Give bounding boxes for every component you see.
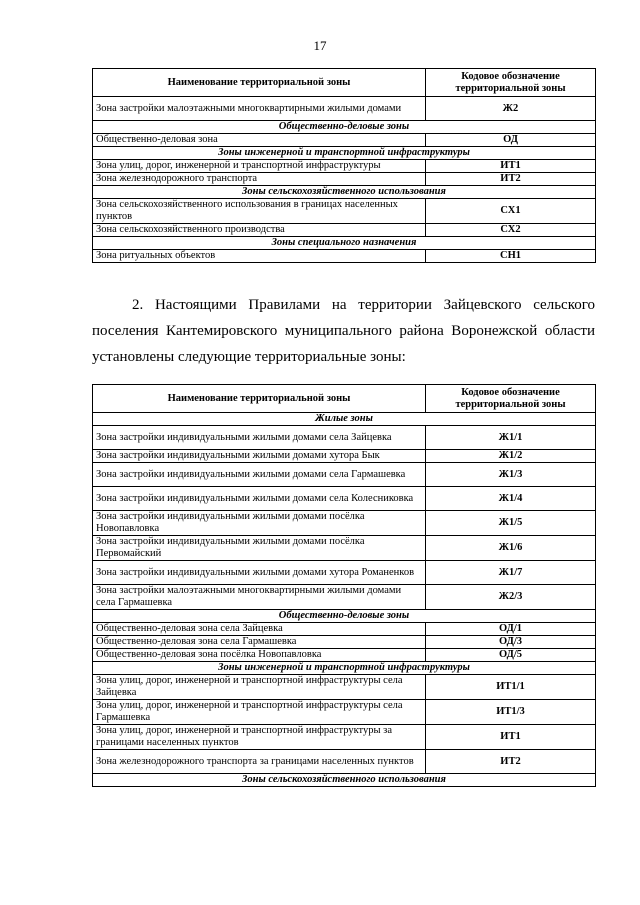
zone-group-title: Зоны сельскохозяйственного использования (93, 186, 596, 199)
zone-group-row (93, 662, 596, 675)
zone-group-row (93, 610, 596, 623)
header-zone-name: Наименование территориальной зоны (93, 69, 426, 97)
zone-group-title: Общественно-деловые зоны (93, 121, 596, 134)
zone-code: Ж1/4 (426, 487, 596, 511)
zone-name: Общественно-деловая зона (93, 134, 426, 147)
table-row (93, 487, 596, 511)
zone-group-row (93, 237, 596, 250)
zone-code: СХ1 (426, 199, 596, 224)
zone-code: Ж2/3 (426, 585, 596, 610)
zone-name: Зона железнодорожного транспорта за границами населенных пунктов (93, 750, 426, 774)
zone-group-title: Зоны сельскохозяйственного использования (93, 774, 596, 787)
zone-code: Ж1/3 (426, 463, 596, 487)
table-row (93, 426, 596, 450)
zones-table-2 (92, 384, 596, 787)
zones-table-1 (92, 68, 596, 263)
zone-group-title: Зоны специального назначения (93, 237, 596, 250)
zone-name: Зона улиц, дорог, инженерной и транспортной инфраструктуры села Зайцевка (93, 675, 426, 700)
zones-table-2-body (93, 413, 596, 787)
table-row (93, 649, 596, 662)
zone-group-title: Зоны инженерной и транспортной инфраструктуры (93, 662, 596, 675)
zones-table-1-body (93, 97, 596, 263)
zone-code: ОД/1 (426, 623, 596, 636)
zone-group-row (93, 121, 596, 134)
zone-code: ИТ2 (426, 173, 596, 186)
zone-name: Общественно-деловая зона села Гармашевка (93, 636, 426, 649)
zone-name: Зона улиц, дорог, инженерной и транспортной инфраструктуры села Гармашевка (93, 700, 426, 725)
zone-name: Общественно-деловая зона посёлка Новопавловка (93, 649, 426, 662)
table-row (93, 725, 596, 750)
zone-name: Зона застройки индивидуальными жилыми домами посёлка Новопавловка (93, 511, 426, 536)
zone-code: Ж1/1 (426, 426, 596, 450)
zone-group-title: Зоны инженерной и транспортной инфраструктуры (93, 147, 596, 160)
table-row (93, 463, 596, 487)
zone-name: Зона застройки индивидуальными жилыми домами хутора Романенков (93, 561, 426, 585)
table-row (93, 450, 596, 463)
zone-group-row (93, 413, 596, 426)
body-paragraph: 2. Настоящими Правилами на территории Зайцевского сельского поселения Кантемировского муниципального района Воронежской области установлены следующие территориальные зоны: (92, 297, 595, 365)
zone-code: ИТ1 (426, 160, 596, 173)
header-zone-code: Кодовое обозначение территориальной зоны (426, 69, 596, 97)
zone-name: Зона улиц, дорог, инженерной и транспортной инфраструктуры за границами населенных пунктов (93, 725, 426, 750)
table-row (93, 134, 596, 147)
zone-code: Ж1/5 (426, 511, 596, 536)
table-row (93, 250, 596, 263)
header-zone-code: Кодовое обозначение территориальной зоны (426, 385, 596, 413)
table-row (93, 224, 596, 237)
table-row (93, 636, 596, 649)
table-row (93, 97, 596, 121)
zone-code: ОД (426, 134, 596, 147)
zone-code: ИТ1/1 (426, 675, 596, 700)
zone-name: Зона застройки малоэтажными многоквартирными жилыми домами (93, 97, 426, 121)
table-row (93, 160, 596, 173)
zone-name: Зона сельскохозяйственного использования в границах населенных пунктов (93, 199, 426, 224)
zone-code: Ж1/6 (426, 536, 596, 561)
page-number: 17 (313, 38, 327, 53)
table-row (93, 511, 596, 536)
zone-name: Зона застройки индивидуальными жилыми домами села Колесниковка (93, 487, 426, 511)
zone-code: СХ2 (426, 224, 596, 237)
zone-code: Ж2 (426, 97, 596, 121)
zone-name: Зона улиц, дорог, инженерной и транспортной инфраструктуры (93, 160, 426, 173)
zone-group-title: Жилые зоны (93, 413, 596, 426)
table-row (93, 536, 596, 561)
zone-name: Зона ритуальных объектов (93, 250, 426, 263)
table-row (93, 623, 596, 636)
zone-name: Зона застройки малоэтажными многоквартирными жилыми домами села Гармашевка (93, 585, 426, 610)
zone-name: Зона застройки индивидуальными жилыми домами посёлка Первомайский (93, 536, 426, 561)
table-row (93, 700, 596, 725)
zone-name: Зона железнодорожного транспорта (93, 173, 426, 186)
table-header-row (93, 385, 596, 413)
zone-name: Зона застройки индивидуальными жилыми домами села Зайцевка (93, 426, 426, 450)
zone-name: Зона застройки индивидуальными жилыми домами хутора Бык (93, 450, 426, 463)
zone-group-row (93, 186, 596, 199)
zone-group-row (93, 774, 596, 787)
zone-name: Общественно-деловая зона села Зайцевка (93, 623, 426, 636)
zone-code: ИТ2 (426, 750, 596, 774)
zone-code: ИТ1/3 (426, 700, 596, 725)
zone-code: СН1 (426, 250, 596, 263)
zone-code: ОД/5 (426, 649, 596, 662)
zone-code: Ж1/2 (426, 450, 596, 463)
zone-code: ИТ1 (426, 725, 596, 750)
zone-code: Ж1/7 (426, 561, 596, 585)
zone-name: Зона сельскохозяйственного производства (93, 224, 426, 237)
table-row (93, 561, 596, 585)
table-row (93, 585, 596, 610)
zone-group-title: Общественно-деловые зоны (93, 610, 596, 623)
zone-code: ОД/3 (426, 636, 596, 649)
header-zone-name: Наименование территориальной зоны (93, 385, 426, 413)
table-row (93, 675, 596, 700)
table-row (93, 750, 596, 774)
table-row (93, 173, 596, 186)
table-header-row (93, 69, 596, 97)
zone-group-row (93, 147, 596, 160)
table-row (93, 199, 596, 224)
zone-name: Зона застройки индивидуальными жилыми домами села Гармашевка (93, 463, 426, 487)
